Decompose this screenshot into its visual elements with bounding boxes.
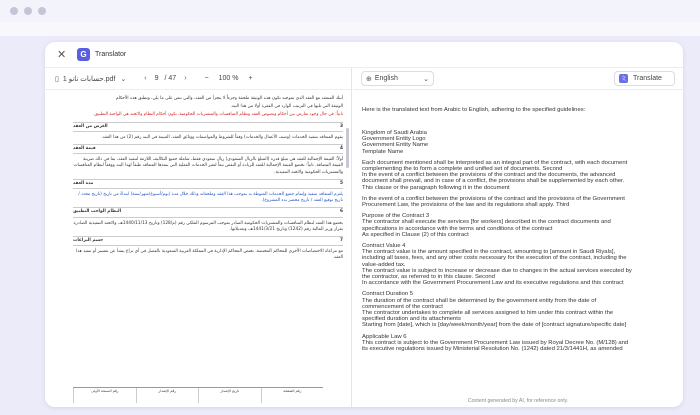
target-language-select[interactable] [361,71,434,86]
translator-window [45,42,683,407]
doc-line: الوثيقة التي تليها في الترتيب الوارد في الفقرة أولا من هذا البند. [230,104,343,110]
doc-paragraph: يخضع هذا العقد لنظام المنافسات والمشتريات الحكومية الصادر بموجب المرسوم الملكي رقم (م/128) وتاريخ 1440/11/13هـ، ولائحته التنفيذية الصادرة بقرار وزير المالية رقم (1242) وتاريخ 1441/3/21هـ، وتعديلاتها. [73,220,343,232]
translation-line: The contract value is the amount specified in the contract, amounting to [amount in Saudi Riyals], including all taxes, fees, and any other costs necessary for the execution of the contract, including the value-added tax. [362,249,627,268]
translation-line: Kingdom of Saudi Arabia [362,130,427,136]
translation-line: The contractor undertakes to complete all services assigned to him under this contract within the specified duration and its attachments [362,310,614,323]
translation-block [362,334,632,353]
doc-line: ثانياً: في حال وجود تعارض بين أحكام ونصوص العقد ونظام المنافسات والمشتريات الحكومية، تكون أحكام النظام ولائحته هي الواجبة التطبيق. [93,112,343,118]
scrollbar-thumb[interactable] [346,128,349,168]
translation-intro: Here is the translated text from Arabic to English, adhering to the specified guidelines: [362,107,586,113]
translation-line: As specified in Clause (2) of this contract [362,231,469,238]
translation-block [362,130,632,155]
window-dot-minimize[interactable] [24,7,32,15]
translator-titlebar [45,42,683,68]
translation-block [362,196,632,208]
doc-paragraph: يقوم المتعاقد بتنفيذ الخدمات (وصف الأعمال والخدمات) وفقاً للشروط والمواصفات ووثائق العقد، المبينة في البند رقم (2) من هذا العقد. [101,134,343,140]
translation-output [353,90,683,393]
chevron-left-icon[interactable]: ‹ [144,75,147,82]
translation-line: Contract Value 4 [362,243,406,250]
pdf-scrollbar[interactable] [346,118,349,378]
doc-paragraph: يلتزم المتعاقد بتنفيذ وإتمام جميع الخدمات المنوطة به بموجب هذا العقد وملحقاته وذلك خلال مدة (يوم/أسبوع/شهر/سنة) ابتداءً من تاريخ (تاريخ محدد / تاريخ توقيع العقد / تاريخ محضر بدء المشروع). [78,192,343,204]
doc-table-cell: تاريخ الإصدار [198,388,261,403]
doc-section-header: 4 قيمة العقد [73,144,343,154]
outer-window-titlebar [0,0,700,22]
translation-line: In the event of a conflict between the provisions of the contract and the documents, the advanced document shall prevail, and in case of a conflict, the provisions shall be supplemented by each other. This clause or the paragraph following it in the document [362,172,625,191]
file-selector[interactable] [55,75,126,83]
zoom-control [205,75,253,82]
translation-line: Government Entity Name [362,142,429,149]
doc-paragraph: أولاً: القيمة الإجمالية للعقد هي مبلغ قدره (المبلغ بالريال السعودي) ريال سعودي فقط، شاملة جميع التكاليف اللازمة لتنفيذ العقد، بما في ذلك ضريبة القيمة المضافة. ثانياً: تخضع القيمة الإجمالية للعقد للزيادة أو النقص تبعاً لتغير الخدمات الفعلية التي ينفذها المتعاقد طبقاً لهذا البند ووفقاً لنظام المنافسات والمشتريات الحكومية ولائحته التنفيذية. [73,157,343,175]
translation-line: Starting from [date], which is [day/week/month/year] from the date of [contract signature/specific date] [362,322,627,329]
outer-toolbar-strip [0,22,700,36]
ai-disclaimer: Content generated by AI, for reference only. [467,398,569,404]
doc-section-header: 3 الغرض من العقد [73,122,343,132]
target-language: English [374,75,398,82]
translate-label: Translate [633,75,662,82]
doc-footer-table [73,387,323,403]
translation-block [362,291,632,328]
translation-toolbar [353,68,683,90]
doc-line: أبنك المنعقد مع العقد الذي بموجبه تكون هذه الوثيقة ملحقة وجزءاً لا يتجزأ من العقد، والتي تنص على ما يلي، وتطبق هذه الأحكام [115,96,343,101]
translation-line: Contract Duration 5 [362,291,414,298]
page-navigator [144,75,186,82]
doc-section-header: 6 النظام الواجب التطبيق [73,207,343,217]
zoom-in-button[interactable]: + [248,75,253,82]
zoom-level: 100 % [218,75,239,82]
translation-line: Applicable Law 6 [362,333,407,340]
page-current[interactable]: 9 [154,75,159,82]
pdf-toolbar [45,68,351,90]
app-title: Translator [95,51,127,58]
arabic-document [73,96,343,264]
doc-paragraph: مع مراعاة الاختصاصات الأخرى للمحاكم المختصة، تختص المحاكم الإدارية في المملكة العربية السعودية بالفصل في أي نزاع ينشأ عن تفسير أو تنفيذ هذا العقد. [76,249,343,261]
translation-block [362,243,632,286]
close-icon[interactable]: ✕ [57,49,67,61]
translation-line: Template Name [362,148,404,155]
translate-icon: 文 [620,76,626,82]
chevron-right-icon[interactable]: › [184,75,187,82]
zoom-out-button[interactable]: − [204,75,209,82]
translation-line: The contractor shall execute the services [for workers] described in the contract documents and specifications in accordance with the terms and conditions of the contract [362,219,611,232]
translate-button[interactable] [614,71,675,86]
page-total: / 47 [164,75,177,82]
doc-section-header: 5 مدة العقد [73,179,343,189]
window-dot-maximize[interactable] [38,7,46,15]
document-icon: ▯ [55,75,59,83]
window-dot-close[interactable] [10,7,18,15]
doc-table-cell: رقم النسخة الأولى [73,388,136,403]
doc-table-cell: رقم الصفحة [261,388,324,403]
chevron-down-icon: ⌄ [120,75,127,83]
translation-block [362,160,632,191]
translation-line: This contract is subject to the Government Procurement Law issued by Royal Decree No. (M/128) and its executive regulations issued by Ministerial Resolution No. (1242) dated 21/3/1441H, as amended [362,339,629,353]
translator-app-icon: G [77,48,90,61]
translation-block [362,213,632,238]
chevron-down-icon: ⌄ [423,75,429,83]
translation-line: The duration of the contract shall be determined by the government entity from the date of commencement of the contract [362,297,597,310]
translation-pane [353,68,683,407]
doc-table-cell: رقم الإصدار [136,388,199,403]
globe-icon: ⊕ [366,75,372,83]
pdf-page [45,90,351,407]
doc-section-header: 7 حسم النزاعات [73,236,343,246]
file-name: حسابات نانو 1.pdf [62,75,116,83]
pdf-viewer-pane [45,68,352,407]
translation-line: Each document mentioned shall be interpreted as an integral part of the contract, with each document complementing the to form a complete and unified set of documents. Second [362,159,628,173]
translation-line: Purpose of the Contract 3 [362,213,430,220]
translation-line: In the event of a conflict between the provisions of the contract and the provisions of the Government Procurement Law, the provisions of the law and its regulations shall apply. Third [362,195,625,209]
translation-line: Government Entity Logo [362,136,426,143]
translation-line: The contract value is subject to increase or decrease due to changes in the actual services executed by the contractor, as referred to in this clause. Second [362,267,632,281]
translation-line: In accordance with the Government Procurement Law and its executive regulations and this contract [362,280,624,287]
